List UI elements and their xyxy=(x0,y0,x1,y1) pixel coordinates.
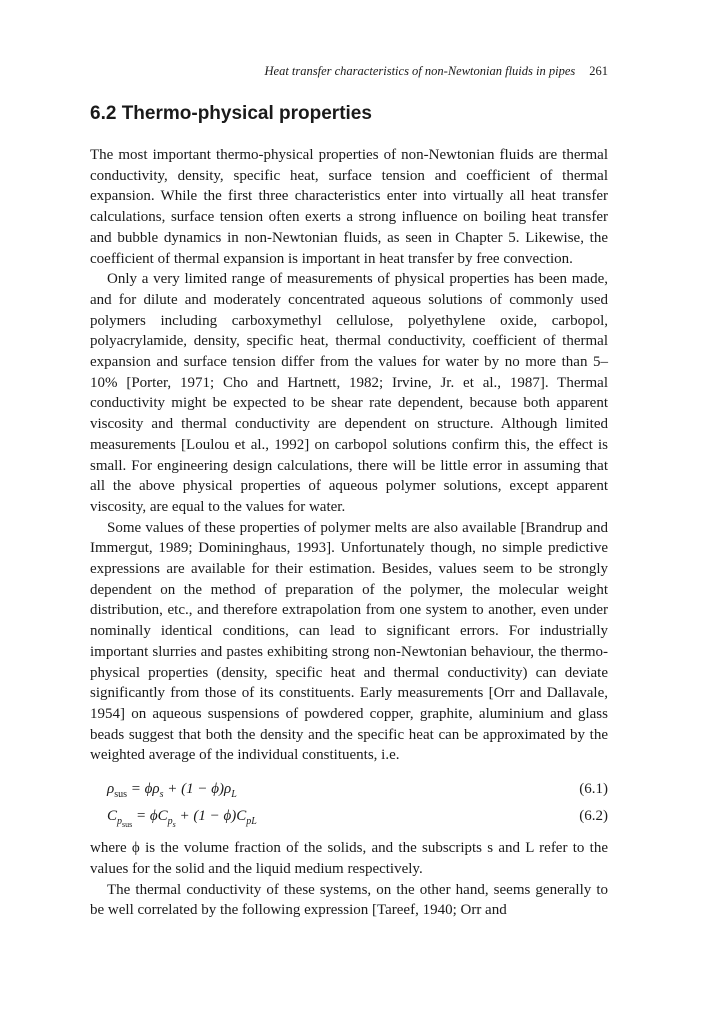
running-head-title: Heat transfer characteristics of non-Newtonian fluids in pipes xyxy=(264,64,576,78)
paragraph-2: Only a very limited range of measurements of physical properties has been made, and for dilute and moderately concentrated aqueous solutions of commonly used polymers including carboxymethyl cellulose, polyethylene oxide, carbopol, polyacrylamide, density, specific heat, thermal conductivity, coefficient of thermal expansion and surface tension differ from the values for water by no more than 5–10% [Porter, 1971; Cho and Hartnett, 1982; Irvine, Jr. et al., 1987]. Thermal conductivity might be expected to be shear rate dependent, because both apparent viscosity and thermal conductivity are dependent on structure. Although limited measurements [Loulou et al., 1992] on carbopol solutions confirm this, the effect is small. For engineering design calculations, there will be little error in assuming that all the above physical properties of aqueous polymer solutions, except apparent viscosity, are equal to the values for water. xyxy=(90,271,608,515)
section-heading xyxy=(90,102,372,126)
section-number: 6.2 xyxy=(90,103,117,124)
paragraph-3: Some values of these properties of polymer melts are also available [Brandrup and Immergut, 1989; Domininghaus, 1993]. Unfortunately though, no simple predictive expressions are available for their estimation. Besides, values seem to be strongly dependent on the method of preparation of the polymer, the molecular weight distribution, etc., and therefore extrapolation from one system to another, even under nominally identical conditions, can lead to significant errors. For industrially important slurries and pastes exhibiting strong non-Newtonian behaviour, the thermo-physical properties (density, specific heat and thermal conductivity) can deviate significantly from those of its constituents. Early measurements [Orr and Dallavale, 1954] on aqueous suspensions of powdered copper, graphite, aluminium and glass beads suggest that both the density and the specific heat can be approximated by the weighted average of the individual constituents, i.e. xyxy=(90,519,608,764)
section-title: Thermo-physical properties xyxy=(121,103,372,124)
page-number: 261 xyxy=(589,64,608,78)
paragraph-4: where ϕ is the volume fraction of the solids, and the subscripts s and L refer to the values for the solid and the liquid medium respectively. xyxy=(90,840,608,877)
paragraph-1: The most important thermo-physical properties of non-Newtonian fluids are thermal conductivity, density, specific heat, surface tension and coefficient of thermal expansion. While the first three characteristics enter into virtually all heat transfer calculations, surface tension often exerts a strong influence on boiling heat transfer and bubble dynamics in non-Newtonian fluids, as seen in Chapter 5. Likewise, the coefficient of thermal expansion is important in heat transfer by free convection. xyxy=(90,147,608,267)
equation-block xyxy=(90,776,608,830)
equation-number: (6.1) xyxy=(579,781,608,798)
paragraph-5: The thermal conductivity of these systems, on the other hand, seems generally to be well correlated by the following expression [Tareef, 1940; Orr and xyxy=(90,881,608,919)
running-head xyxy=(90,63,608,79)
equation-6-1: $\rho_{sus} = \phi\rho_s + (1 - \phi)\rho_L$ (6.1) xyxy=(90,776,608,803)
body-text xyxy=(90,145,608,921)
equation-number: (6.2) xyxy=(579,808,608,825)
equation-6-2: $C_{p_{sus}} = \phi C_{p_s} + (1 - \phi)C_{pL}$ (6.2) xyxy=(90,803,608,830)
